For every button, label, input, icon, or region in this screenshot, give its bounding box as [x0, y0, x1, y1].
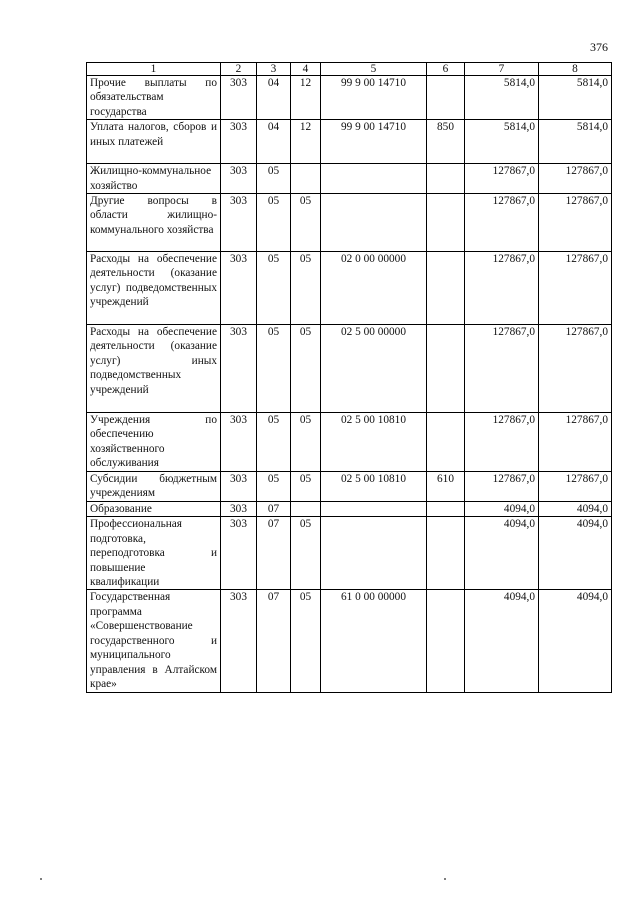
admin-code-cell: 303: [221, 413, 257, 472]
scan-speck: [40, 878, 42, 880]
table-row: [87, 517, 612, 590]
row-name-cell: Профессиональная подготовка, переподготовка и повышение квалификации: [87, 517, 221, 590]
header-row: [87, 63, 612, 76]
admin-code-cell: 303: [221, 325, 257, 413]
expense-type-cell: [427, 194, 465, 252]
amount-cell: 4094,0: [539, 502, 612, 517]
target-article-cell: 02 5 00 00000: [321, 325, 427, 413]
row-name-cell: Учреждения по обеспечению хозяйственного обслуживания: [87, 413, 221, 472]
expense-type-cell: [427, 413, 465, 472]
row-name-cell: Государственная программа «Совершенствование государственного и муниципального управления в Алтайском крае»: [87, 590, 221, 693]
col-header: 7: [465, 63, 539, 76]
section-code-cell: 04: [257, 76, 291, 120]
col-header: 8: [539, 63, 612, 76]
table-row: [87, 194, 612, 252]
subsection-code-cell: 05: [291, 194, 321, 252]
admin-code-cell: 303: [221, 120, 257, 164]
row-name-cell: Расходы на обеспечение деятельности (оказание услуг) подведомственных учреждений: [87, 252, 221, 325]
subsection-code-cell: 05: [291, 252, 321, 325]
amount-cell: 4094,0: [465, 517, 539, 590]
target-article-cell: 99 9 00 14710: [321, 76, 427, 120]
amount-cell: 4094,0: [465, 590, 539, 693]
section-code-cell: 07: [257, 590, 291, 693]
table-row: [87, 252, 612, 325]
row-name-cell: Расходы на обеспечение деятельности (оказание услуг) иных подведомственных учреждений: [87, 325, 221, 413]
table-row: [87, 413, 612, 472]
col-header: 6: [427, 63, 465, 76]
expense-type-cell: 610: [427, 472, 465, 502]
col-header: 2: [221, 63, 257, 76]
target-article-cell: [321, 517, 427, 590]
section-code-cell: 05: [257, 325, 291, 413]
expense-type-cell: [427, 76, 465, 120]
admin-code-cell: 303: [221, 502, 257, 517]
amount-cell: 127867,0: [465, 325, 539, 413]
amount-cell: 5814,0: [465, 76, 539, 120]
admin-code-cell: 303: [221, 164, 257, 194]
section-code-cell: 05: [257, 164, 291, 194]
amount-cell: 5814,0: [539, 76, 612, 120]
row-name-cell: Субсидии бюджетным учреждениям: [87, 472, 221, 502]
amount-cell: 127867,0: [465, 164, 539, 194]
amount-cell: 127867,0: [539, 194, 612, 252]
subsection-code-cell: [291, 164, 321, 194]
amount-cell: 127867,0: [465, 252, 539, 325]
target-article-cell: [321, 194, 427, 252]
amount-cell: 4094,0: [539, 517, 612, 590]
amount-cell: 127867,0: [539, 252, 612, 325]
row-name-cell: Прочие выплаты по обязательствам государства: [87, 76, 221, 120]
section-code-cell: 07: [257, 502, 291, 517]
row-name-cell: Образование: [87, 502, 221, 517]
admin-code-cell: 303: [221, 590, 257, 693]
section-code-cell: 04: [257, 120, 291, 164]
subsection-code-cell: 05: [291, 517, 321, 590]
table-row: [87, 590, 612, 693]
expense-type-cell: [427, 252, 465, 325]
subsection-code-cell: 12: [291, 76, 321, 120]
section-code-cell: 05: [257, 194, 291, 252]
col-header: 5: [321, 63, 427, 76]
subsection-code-cell: 05: [291, 413, 321, 472]
amount-cell: 4094,0: [465, 502, 539, 517]
row-name-cell: Жилищно-коммунальное хозяйство: [87, 164, 221, 194]
target-article-cell: 99 9 00 14710: [321, 120, 427, 164]
table-row: [87, 472, 612, 502]
admin-code-cell: 303: [221, 472, 257, 502]
table-row: [87, 120, 612, 164]
table-row: [87, 76, 612, 120]
table-row: [87, 325, 612, 413]
amount-cell: 127867,0: [465, 472, 539, 502]
amount-cell: 5814,0: [539, 120, 612, 164]
subsection-code-cell: 05: [291, 325, 321, 413]
section-code-cell: 05: [257, 472, 291, 502]
expense-type-cell: [427, 502, 465, 517]
admin-code-cell: 303: [221, 194, 257, 252]
subsection-code-cell: [291, 502, 321, 517]
col-header: 1: [87, 63, 221, 76]
section-code-cell: 07: [257, 517, 291, 590]
amount-cell: 4094,0: [539, 590, 612, 693]
target-article-cell: [321, 164, 427, 194]
amount-cell: 127867,0: [539, 472, 612, 502]
subsection-code-cell: 12: [291, 120, 321, 164]
row-name-cell: Другие вопросы в области жилищно-коммунального хозяйства: [87, 194, 221, 252]
target-article-cell: 02 5 00 10810: [321, 413, 427, 472]
expense-type-cell: [427, 517, 465, 590]
col-header: 3: [257, 63, 291, 76]
target-article-cell: [321, 502, 427, 517]
expense-type-cell: [427, 164, 465, 194]
amount-cell: 127867,0: [539, 413, 612, 472]
page-number: 376: [590, 40, 608, 54]
amount-cell: 127867,0: [465, 413, 539, 472]
target-article-cell: 61 0 00 00000: [321, 590, 427, 693]
budget-table: [86, 62, 612, 693]
col-header: 4: [291, 63, 321, 76]
admin-code-cell: 303: [221, 252, 257, 325]
amount-cell: 127867,0: [465, 194, 539, 252]
admin-code-cell: 303: [221, 76, 257, 120]
target-article-cell: 02 5 00 10810: [321, 472, 427, 502]
section-code-cell: 05: [257, 252, 291, 325]
amount-cell: 127867,0: [539, 164, 612, 194]
subsection-code-cell: 05: [291, 472, 321, 502]
admin-code-cell: 303: [221, 517, 257, 590]
expense-type-cell: [427, 325, 465, 413]
amount-cell: 5814,0: [465, 120, 539, 164]
table-row: [87, 502, 612, 517]
target-article-cell: 02 0 00 00000: [321, 252, 427, 325]
table-row: [87, 164, 612, 194]
row-name-cell: Уплата налогов, сборов и иных платежей: [87, 120, 221, 164]
expense-type-cell: [427, 590, 465, 693]
amount-cell: 127867,0: [539, 325, 612, 413]
subsection-code-cell: 05: [291, 590, 321, 693]
expense-type-cell: 850: [427, 120, 465, 164]
scan-speck: [444, 878, 446, 880]
section-code-cell: 05: [257, 413, 291, 472]
